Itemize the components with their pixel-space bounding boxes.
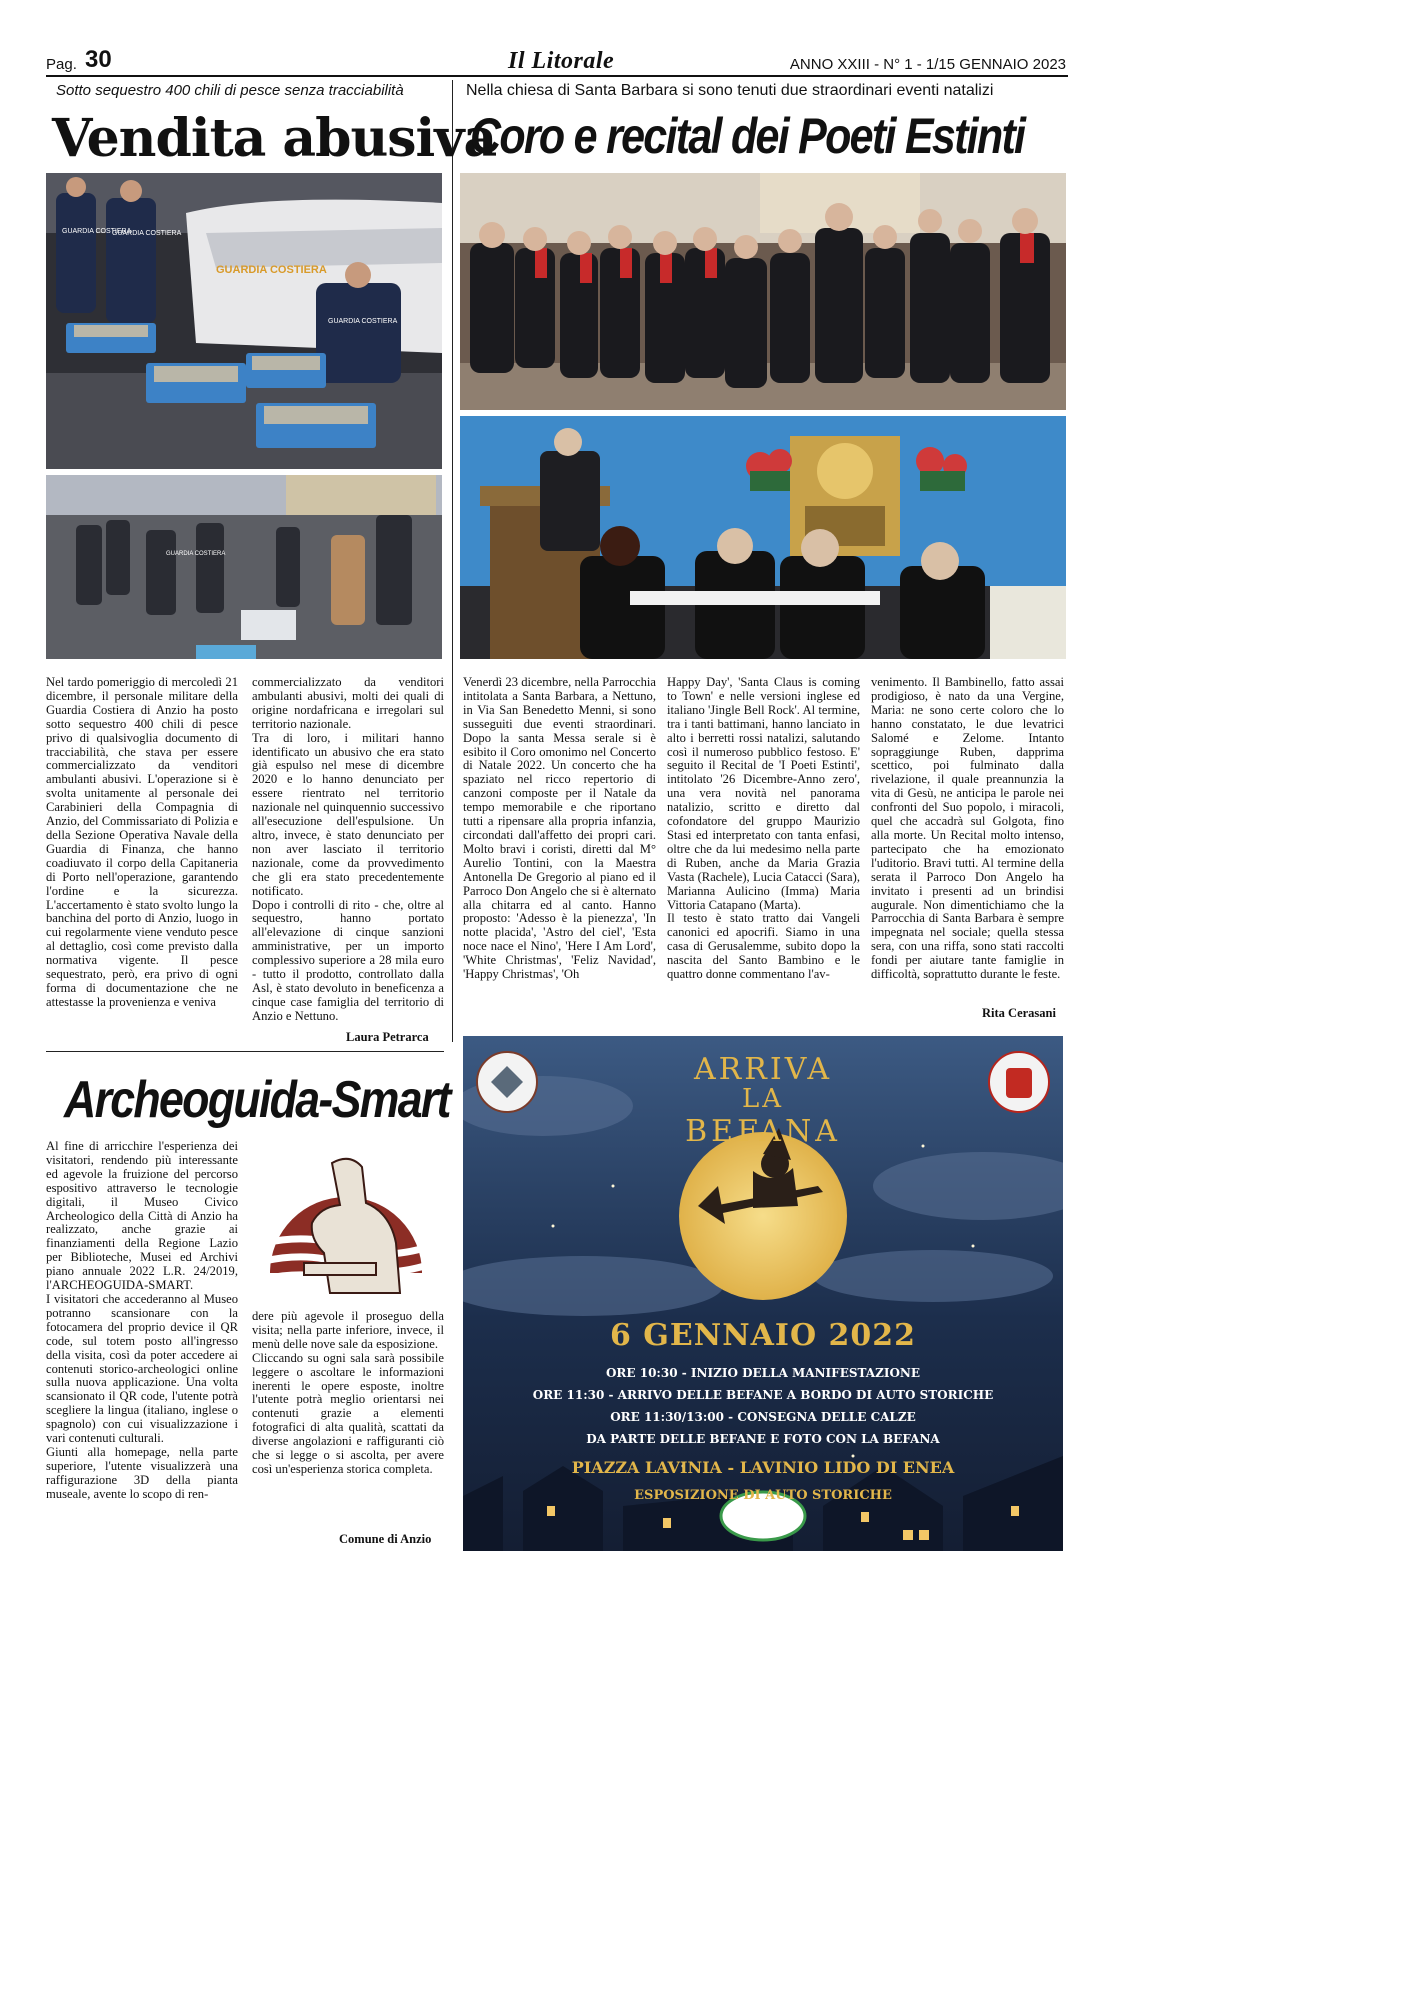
article1-col1 xyxy=(46,676,238,1010)
article3-paragraph: Al fine di arricchire l'esperienza dei visitatori, rendendo più interessante ed agevole la fruizione del percorso espositivo attraverso le tecnologie digitali, il Museo Civico Archeologico della Città di Anzio ha realizzato, anche grazie ai finanziamenti della Regione Lazio per Biblioteche, Musei ed Archivi piano annuale 2022 L.R. 24/2019, l'ARCHEOGUIDA-SMART. xyxy=(46,1139,238,1293)
article2-author: Rita Cerasani xyxy=(982,1006,1056,1020)
article1-paragraph: Tra di loro, i militari hanno identificato un abusivo che era stato già espulso nel mese di dicembre 2020 e lo hanno denunciato per essere rientrato nel territorio nazionale nel quinquennio successivo all'esecuzione dell'espulsione. Un altro, invece, è stato denunciato per non aver lasciato il territorio nazionale, come da provvedimento che gli era stato precedentemente notificato. xyxy=(252,730,444,898)
header-rule xyxy=(46,75,1068,77)
article3-paragraph: Cliccando su ogni sala sarà possibile leggere o ascoltare le informazioni inerenti le opere esposte, inoltre l'utente potrà meglio orientarsi nei contenuti grazie a elementi fotografici di alta qualità, scattati da diverse angolazioni e raffiguranti ciò che si legge o si ascolta, per avere così un'esperienza storica completa. xyxy=(252,1350,444,1476)
article3-col1 xyxy=(46,1140,238,1502)
poster-expo: ESPOSIZIONE DI AUTO STORICHE xyxy=(634,1488,892,1503)
article2-paragraph: venimento. Il Bambinello, fatto assai prodigioso, è nato da una Vergine, Maria: ne sono certe coloro che lo hanno constatato, le due levatrici Salomé e Zelome. Intanto sopraggiunge Ruben, dapprima scettico, poi fulminato dalla rivelazione, il quale preannunzia la vita di Gesù, ne anticipa le parole nei confronti del Suo popolo, i miracoli, quel che accadrà sul Golgota, fino alla morte. Un Recital molto intenso, partecipato che ha emozionato l'uditorio. Bravi tutti. Al termine della serata il Parroco Don Angelo ha invitato i presenti ad un brindisi augurale. Non dimentichiamo che la Parrocchia di Santa Barbara è sempre impegnata nel sociale; quella stessa sera, con una riffa, sono stati raccolti fondi per aiutare tante famiglie in difficoltà, soprattutto durante le feste. xyxy=(871,675,1064,982)
column-divider xyxy=(452,80,453,1042)
befana-poster xyxy=(463,1036,1063,1551)
jacket-label: GUARDIA COSTIERA xyxy=(166,551,226,557)
page-label: Pag. xyxy=(46,56,77,73)
article2-col3 xyxy=(871,676,1064,982)
poster-schedule-3: ORE 11:30/13:00 - CONSEGNA DELLE CALZE xyxy=(610,1410,916,1424)
article3-author: Comune di Anzio xyxy=(339,1532,432,1546)
article3-title: Archeoguida-Smart xyxy=(64,1071,450,1129)
article1-paragraph: commercializzato da venditori ambulanti abusivi, molti dei quali di origine nordafricana e irregolari sul territorio nazionale. xyxy=(252,675,444,731)
section-divider xyxy=(46,1051,444,1052)
page-number: 30 xyxy=(85,46,112,73)
article1-photo-seizure xyxy=(46,173,442,469)
poster-headline-2: LA xyxy=(741,1084,785,1114)
article2-paragraph: Il testo è stato tratto dai Vangeli canonici ed apocrifi. Siamo in una casa di Gerusalemme, subito dopo la nascita del Santo Bambino e le quattro donne commentano l'av- xyxy=(667,911,860,982)
poster-schedule-4: DA PARTE DELLE BEFANE E FOTO CON LA BEFANA xyxy=(586,1432,940,1446)
article1-title: Vendita abusiva xyxy=(52,108,497,169)
article3-paragraph: I visitatori che accederanno al Museo potranno scansionare con la fotocamera del proprio device il QR code, sul totem posto all'ingresso della visita, così da poter accedere ai contenuti storico-archeologici online sulla nuova applicazione. Una volta scansionato il QR code, l'utente potrà scegliere la lingua (italiano, inglese o spagnolo) con cui visualizzazione i vari contenuti culturali. xyxy=(46,1291,238,1446)
article1-col2 xyxy=(252,676,444,1024)
article3-col2 xyxy=(252,1310,444,1477)
poster-headline-3: BEFANA xyxy=(685,1114,841,1149)
vest-label-3: GUARDIA COSTIERA xyxy=(328,318,398,325)
article3-logo-image xyxy=(250,1143,442,1305)
poster-place: PIAZZA LAVINIA - LAVINIO LIDO DI ENEA xyxy=(571,1458,955,1477)
article3-paragraph: dere più agevole il proseguo della visita; nella parte inferiore, invece, il menù delle nove sale da esposizione. xyxy=(252,1309,444,1351)
article1-paragraph: Nel tardo pomeriggio di mercoledì 21 dicembre, il personale militare della Guardia Costiera di Anzio ha posto sotto sequestro 400 chili di pesce privo di qualsivoglia documento di tracciabilità, che stava per essere commercializzato da venditori ambulanti abusivi. L'operazione si è svolta unitamente al personale dei Carabinieri della Compagnia di Anzio, del Commissariato di Polizia e della Sezione Operativa Navale della Guardia di Finanza, che hanno coadiuvato il corpo della Capitaneria di Porto nell'operazione, garantendo l'ordine e la sicurezza. L'accertamento è stato svolto lungo la banchina del porto di Anzio, luogo in cui regolarmente viene venduto pesce al dettaglio, così come previsto dalla normativa vigente. Il pesce sequestrato, però, era privo di ogni forma di documentazione che ne attestasse la provenienza e veniva xyxy=(46,675,238,1009)
car-label: GUARDIA COSTIERA xyxy=(216,264,327,276)
article1-paragraph: Dopo i controlli di rito - che, oltre al sequestro, hanno portato all'elevazione di cinque sanzioni amministrative, per un importo complessivo superiore a 28 mila euro - tutto il prodotto, controllato dalla Asl, è stato devoluto in beneficenza a cinque case famiglia del territorio di Anzio e Nettuno. xyxy=(252,897,444,1023)
article2-title: Coro e recital dei Poeti Estinti xyxy=(470,108,1025,164)
article2-paragraph: Venerdì 23 dicembre, nella Parrocchia intitolata a Santa Barbara, a Nettuno, in Via San Benedetto Menni, si sono susseguiti due eventi straordinari. Dopo la santa Messa serale si è esibito il Coro omonimo nel Concerto di Natale 2022. Un concerto che ha spaziato nel ricco repertorio di canzoni composte per il Natale da tempo memorabile e che riportano tutti a ripensare alla propria infanzia, circondati dall'affetto dei propri cari. Molto bravi i coristi, diretti dal M° Aurelio Tontini, con la Maestra Antonella De Gregorio al piano ed il Parroco Don Angelo che si è alternato alla chitarra ed al canto. Hanno proposto: 'Adesso è la pienezza', 'In notte placida', 'Astro del ciel', 'Esta noce nace el Nino', 'Here I Am Lord', 'White Christmas', 'Feliz Navidad', 'Happy Christmas', 'Oh xyxy=(463,675,656,982)
poster-headline-1: ARRIVA xyxy=(694,1052,832,1087)
article2-col1 xyxy=(463,676,656,982)
article2-photo-recital xyxy=(460,416,1066,659)
article2-paragraph: Happy Day', 'Santa Claus is coming to Town' e nelle versioni inglese ed italiano 'Jingle Bell Rock'. Al termine, tra i tanti battimani, hanno lanciato in alto i berretti rossi natalizi, salutando così il numeroso pubblico festoso. E' seguito il Recital de 'I Poeti Estinti', intitolato '26 Dicembre-Anno zero', una vera novità nel panorama natalizio, scritto e diretto dal cofondatore del gruppo Maurizio Stasi ed interpretato con tanta enfasi, oltre che da lui medesimo nella parte di Ruben, anche da Maria Grazia Vasta (Rachele), Lucia Catacci (Sara), Marianna Aulicino (Imma) Maria Vittoria Catapano (Marta). xyxy=(667,675,860,912)
page-header xyxy=(46,44,1068,74)
article1-author: Laura Petrarca xyxy=(346,1030,429,1044)
poster-schedule-1: ORE 10:30 - INIZIO DELLA MANIFESTAZIONE xyxy=(605,1366,921,1380)
article2-col2 xyxy=(667,676,860,982)
article3-paragraph: Giunti alla homepage, nella parte superiore, l'utente visualizzerà una raffigurazione 3D della pianta museale, avente lo scopo di ren- xyxy=(46,1444,238,1501)
article2-photo-choir xyxy=(460,173,1066,410)
article1-photo-harbor xyxy=(46,475,442,659)
vest-label-1: GUARDIA COSTIERA xyxy=(62,228,132,235)
article1-kicker: Sotto sequestro 400 chili di pesce senza tracciabilità xyxy=(56,82,404,99)
masthead: Il Litorale xyxy=(508,48,615,74)
poster-schedule-2: ORE 11:30 - ARRIVO DELLE BEFANE A BORDO DI AUTO STORICHE xyxy=(532,1388,994,1402)
vest-label-2: GUARDIA COSTIERA xyxy=(112,230,182,237)
article2-kicker: Nella chiesa di Santa Barbara si sono tenuti due straordinari eventi natalizi xyxy=(466,82,994,99)
issue-info: ANNO XXIII - N° 1 - 1/15 GENNAIO 2023 xyxy=(789,56,1066,73)
poster-date: 6 GENNAIO 2022 xyxy=(609,1318,917,1353)
